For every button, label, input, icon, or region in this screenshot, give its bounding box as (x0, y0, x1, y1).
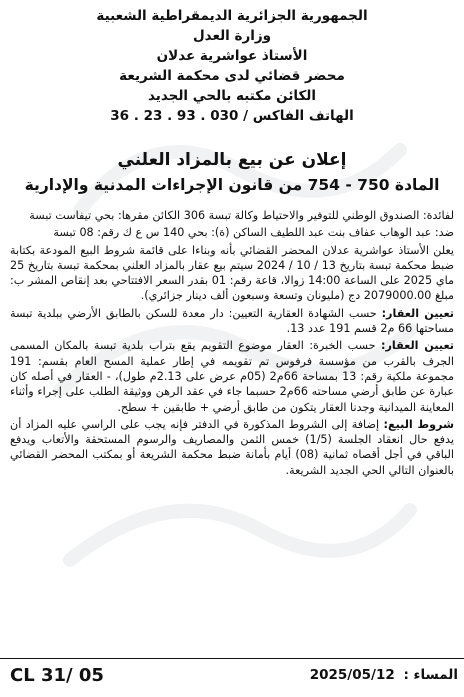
bailiff-court: محضر قضائي لدى محكمة الشريعة (119, 68, 345, 84)
phone-fax-label: الهاتف الفاكس / (243, 108, 354, 124)
expertise-paragraph (10, 338, 454, 414)
designation-text: حسب الشهادة العقارية التعيين: دار معدة للسكن بالطابق الأرضي ببلدية تبسة مساحتها 66 م2 قسم 191 عدد 13. (10, 306, 454, 336)
defendant-paragraph: ضد: عبد الوهاب عفاف بنت عبد اللطيف الساكن (ة): بحي 140 س ع ك رقم: 08 تبسة (53, 226, 454, 240)
issue-info (310, 667, 458, 683)
notice-title (8, 148, 456, 198)
issue-date: 2025/05/12 (309, 667, 395, 683)
property-designation-paragraph (10, 306, 454, 337)
beneficiary-paragraph: لفائدة: الصندوق الوطني للتوفير والاحتياط وكالة تبسة 306 الكائن مقرها: بحي تيفاست تبسة (29, 209, 454, 222)
republic-name: الجمهورية الجزائرية الديمقراطية الشعبية (96, 8, 368, 24)
phone-fax-number: 030 . 93 . 23 . 36 (110, 108, 239, 124)
announcement-paragraph: يعلن الأستاذ عواشرية عدلان المحضر القضائي بأنه وبناءا على قائمة شروط البيع المودعة بكتابة ضبط محكمة تبسة بتاريخ 13 / 10 / 2024 سيتم بيع عقار بالمزاد العلني بمحكمة تبسة بتاريخ 25 ماي 2025 على الساعة 14:00 زوالا، قاعة رقم: 01 بقدر السعر الافتتاحي بعد إنقاص المشر ب: مبلغ 2079000.00 دج (مليونان وتسعة وسبعون ألف دينار جزائري). (10, 243, 454, 303)
sale-conditions-paragraph (10, 417, 454, 478)
auction-title: إعلان عن بيع بالمزاد العلني (117, 150, 347, 170)
designation-label: تعيين العقار: (381, 306, 454, 320)
notice-body (10, 208, 454, 480)
conditions-text: إضافة إلى الشروط المذكورة في الدفتر فإنه يجب على الراسي عليه المزاد أن يدفع حال انعقاد الجلسة (1/5) خمس الثمن والمصاريف والرسوم المستحقة والأتعاب ويدفع الباقي في أجل أقصاه ثمانية (08) أيام بأمانة ضبط محكمة الشريعة أو بمكتب المحضر القضائي بالعنوان التالي الحي الجديد الشريعة. (10, 417, 454, 477)
expertise-text: حسب الخبرة: العقار موضوع التقويم يقع بتراب بلدية تبسة بالمكان المسمى الجرف بالقرب من مؤسسة فرفوس تم تقويمه في إطار عملية المسح العام بقسم: 191 مجموعة ملكية رقم: 13 بمساحة 66م2 (05م عرض على 2.13م طول)، - العقار في أصله كان عبارة عن طابق أرضي مساحته 66م2 حسبما جاء في عقد الرهن ووثيقة الطلب على إجراء وأثناء المعاينة الميدانية وجدنا العقار يتكون من طابق أرضي + طابقين + سطح. (10, 339, 454, 414)
office-address: الكائن مكتبه بالحي الجديد (147, 88, 317, 104)
court-officer-header (60, 6, 404, 126)
expertise-label: تعيين العقار: (380, 339, 454, 353)
bailiff-name: الأستاذ عواشرية عدلان (156, 48, 308, 64)
phone-fax-line (60, 106, 404, 126)
newspaper-name: المساء : (403, 667, 458, 683)
notice-code: CL 31/ 05 (10, 665, 104, 686)
conditions-label: شروط البيع: (383, 417, 455, 431)
newspaper-footer (0, 658, 464, 693)
law-article-title: المادة 750 - 754 من قانون الإجراءات المدنية والإدارية (24, 176, 440, 194)
ministry-name: وزارة العدل (192, 28, 272, 44)
